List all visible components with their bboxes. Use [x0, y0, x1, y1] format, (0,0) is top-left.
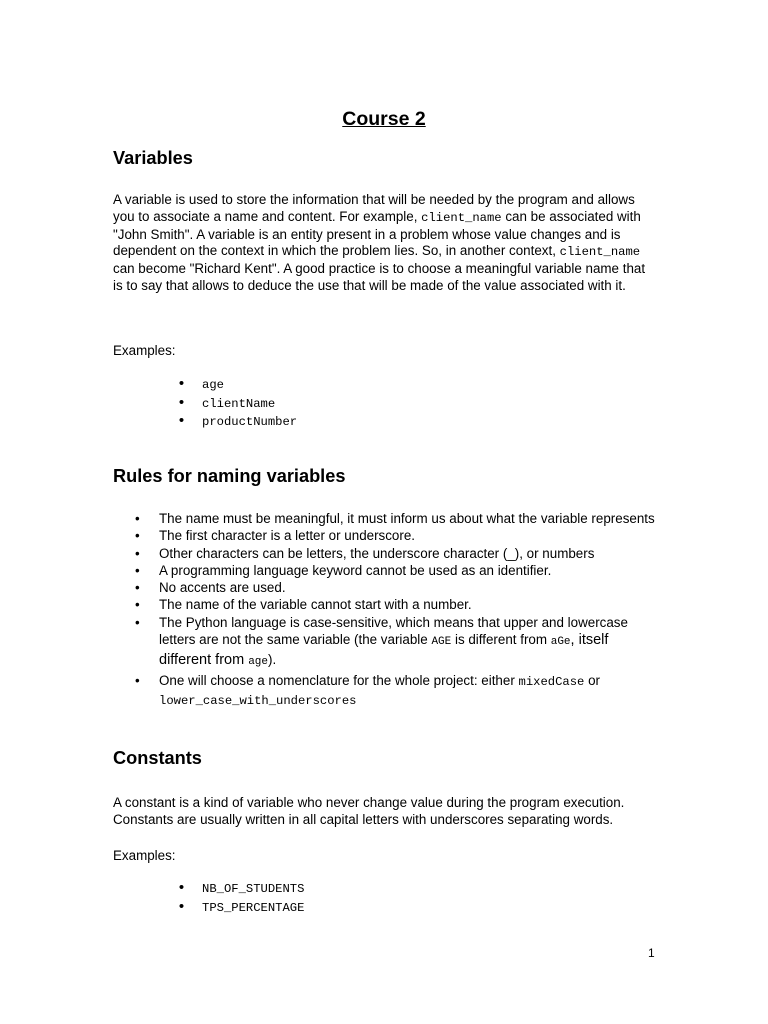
item-text: ). — [268, 652, 277, 668]
constant-examples-list — [113, 880, 304, 917]
para-text: can become "Richard Kent". A good practice is to choose a meaningful variable name that is to say that allows to deduce the use that will be made of the value associated with it. — [113, 261, 646, 293]
para-text: A variable is used to store the information that will be needed by the program and allows you to associate a name and content. For example, — [113, 192, 635, 224]
page-title: Course 2 — [342, 108, 426, 130]
inline-code: client_name — [421, 210, 502, 225]
rules-list — [113, 510, 658, 710]
list-item: • Other characters can be letters, the underscore character (_), or numbers — [113, 545, 658, 562]
item-text: The Python language is case-sensitive, which means that upper and lowercase letters are not the same variable — [159, 614, 628, 648]
inline-code: age — [248, 656, 269, 669]
list-item: • NB_OF_STUDENTS — [113, 880, 304, 899]
item-text: is different from — [451, 632, 551, 648]
item-text: One will choose a nomenclature for the whole project: either — [159, 672, 519, 688]
constants-heading: Constants — [113, 748, 202, 768]
list-item: • No accents are used. — [113, 579, 658, 596]
inline-code: lower_case_with_underscores — [159, 693, 357, 708]
rules-heading: Rules for naming variables — [113, 466, 346, 486]
list-item — [113, 614, 658, 672]
list-item: • The first character is a letter or underscore. — [113, 527, 658, 544]
list-item: • clientName — [113, 395, 297, 414]
inline-code: aGe — [550, 636, 571, 649]
variable-examples-list — [113, 376, 297, 432]
list-item: • TPS_PERCENTAGE — [113, 899, 304, 918]
examples-label: Examples: — [113, 343, 176, 358]
variables-paragraph — [113, 192, 658, 295]
item-text: or — [584, 672, 600, 688]
para-text: can be associated with "John Smith". A variable is an entity present in a problem whose value changes and is dependent on the context in which the problem lies. So, in another context, — [113, 208, 641, 259]
item-text: , itself different from — [159, 632, 609, 669]
inline-code: mixedCase — [518, 674, 585, 689]
list-item: • The name of the variable cannot start with a number. — [113, 596, 658, 613]
list-item: • age — [113, 376, 297, 395]
list-item: • The name must be meaningful, it must inform us about what the variable represents — [113, 510, 658, 527]
para-text: A constant is a kind of variable who never change value during the program execution. Constants are usually written in all capital letters with underscores separating words. — [113, 795, 625, 827]
list-item — [113, 672, 658, 711]
constants-paragraph — [113, 795, 658, 829]
variables-heading: Variables — [113, 148, 193, 168]
item-text: (the variable — [354, 632, 432, 648]
page-number: 1 — [648, 946, 655, 960]
list-item: • productNumber — [113, 413, 297, 432]
inline-code: AGE — [431, 636, 452, 649]
list-item: • A programming language keyword cannot be used as an identifier. — [113, 562, 658, 579]
inline-code: client_name — [559, 245, 641, 260]
examples-label: Examples: — [113, 848, 176, 863]
